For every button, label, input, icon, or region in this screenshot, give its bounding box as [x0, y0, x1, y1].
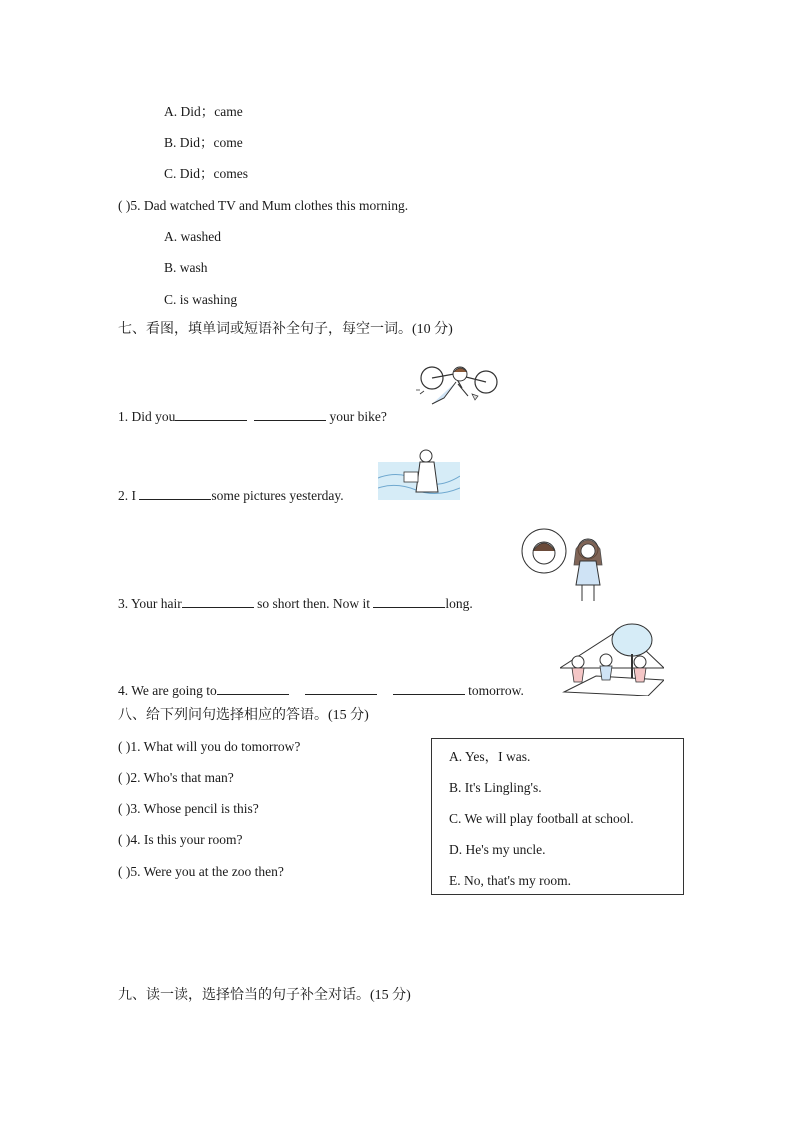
- s7-item1-prefix: 1. Did you: [118, 409, 176, 424]
- s7-item4-suffix: tomorrow.: [464, 683, 524, 698]
- hair-illustration: [520, 525, 612, 605]
- answer-option-c: C. We will play football at school.: [449, 811, 634, 826]
- blank-4a: [217, 680, 289, 695]
- answer-paren: ( ): [118, 770, 131, 785]
- blank-1b: [254, 406, 326, 421]
- answer-paren: ( ): [118, 864, 131, 879]
- q4-option-a: A. Did；came: [164, 104, 243, 119]
- s7-item2: [118, 485, 344, 505]
- q4-option-b: B. Did；come: [164, 135, 243, 150]
- blank-1a: [175, 406, 247, 421]
- blank-4b: [305, 680, 377, 695]
- q4-option-c: C. Did；comes: [164, 166, 248, 181]
- s7-item2-prefix: 2. I: [118, 488, 140, 503]
- s8-question-5: [118, 863, 284, 881]
- drawing-pictures-illustration: [378, 448, 460, 500]
- section9-heading: 九、读一读，选择恰当的句子补全对话。(15 分): [118, 988, 411, 1003]
- s7-item1: [118, 406, 387, 426]
- blank-3a: [182, 593, 254, 608]
- answer-paren: ( ): [118, 801, 131, 816]
- s8-question-2: [118, 769, 234, 787]
- bike-fall-illustration: [410, 360, 502, 412]
- blank-4c: [393, 680, 465, 695]
- answer-options-box: [431, 738, 684, 895]
- q5-stem: [118, 197, 408, 215]
- q5-option-c: C. is washing: [164, 292, 238, 307]
- s7-item3-prefix: 3. Your hair: [118, 596, 182, 611]
- answer-option-b: B. It's Lingling's.: [449, 780, 542, 795]
- answer-paren: ( ): [118, 739, 131, 754]
- answer-option-e: E. No, that's my room.: [449, 873, 572, 888]
- s7-item3: [118, 593, 473, 613]
- picnic-illustration: [560, 618, 664, 696]
- answer-option-d: D. He's my uncle.: [449, 842, 546, 857]
- s8-question-3: [118, 800, 259, 818]
- s7-item3-suffix: long.: [445, 596, 473, 611]
- answer-paren: ( ): [118, 198, 131, 213]
- s8-question-5-text: 5. Were you at the zoo then?: [130, 864, 284, 879]
- q5-option-b: B. wash: [164, 260, 208, 275]
- s7-item4: [118, 680, 524, 700]
- section8-heading: 八、给下列问句选择相应的答语。(15 分): [118, 708, 369, 723]
- s7-item4-prefix: 4. We are going to: [118, 683, 217, 698]
- s8-question-2-text: 2. Who's that man?: [130, 770, 234, 785]
- s7-item3-middle: so short then. Now it: [253, 596, 374, 611]
- s7-item1-suffix: your bike?: [326, 409, 387, 424]
- s8-question-1: [118, 738, 300, 756]
- answer-paren: ( ): [118, 832, 131, 847]
- q5-option-a: A. washed: [164, 229, 221, 244]
- blank-2a: [139, 485, 211, 500]
- s8-question-3-text: 3. Whose pencil is this?: [130, 801, 259, 816]
- section7-heading: 七、看图，填单词或短语补全句子，每空一词。(10 分): [118, 322, 453, 337]
- s7-item2-suffix: some pictures yesterday.: [211, 488, 344, 503]
- s8-question-1-text: 1. What will you do tomorrow?: [130, 739, 301, 754]
- s8-question-4-text: 4. Is this your room?: [130, 832, 243, 847]
- answer-option-a: A. Yes，I was.: [449, 749, 531, 764]
- blank-3b: [373, 593, 445, 608]
- q5-text: 5. Dad watched TV and Mum clothes this morning.: [130, 198, 409, 213]
- s8-question-4: [118, 831, 243, 849]
